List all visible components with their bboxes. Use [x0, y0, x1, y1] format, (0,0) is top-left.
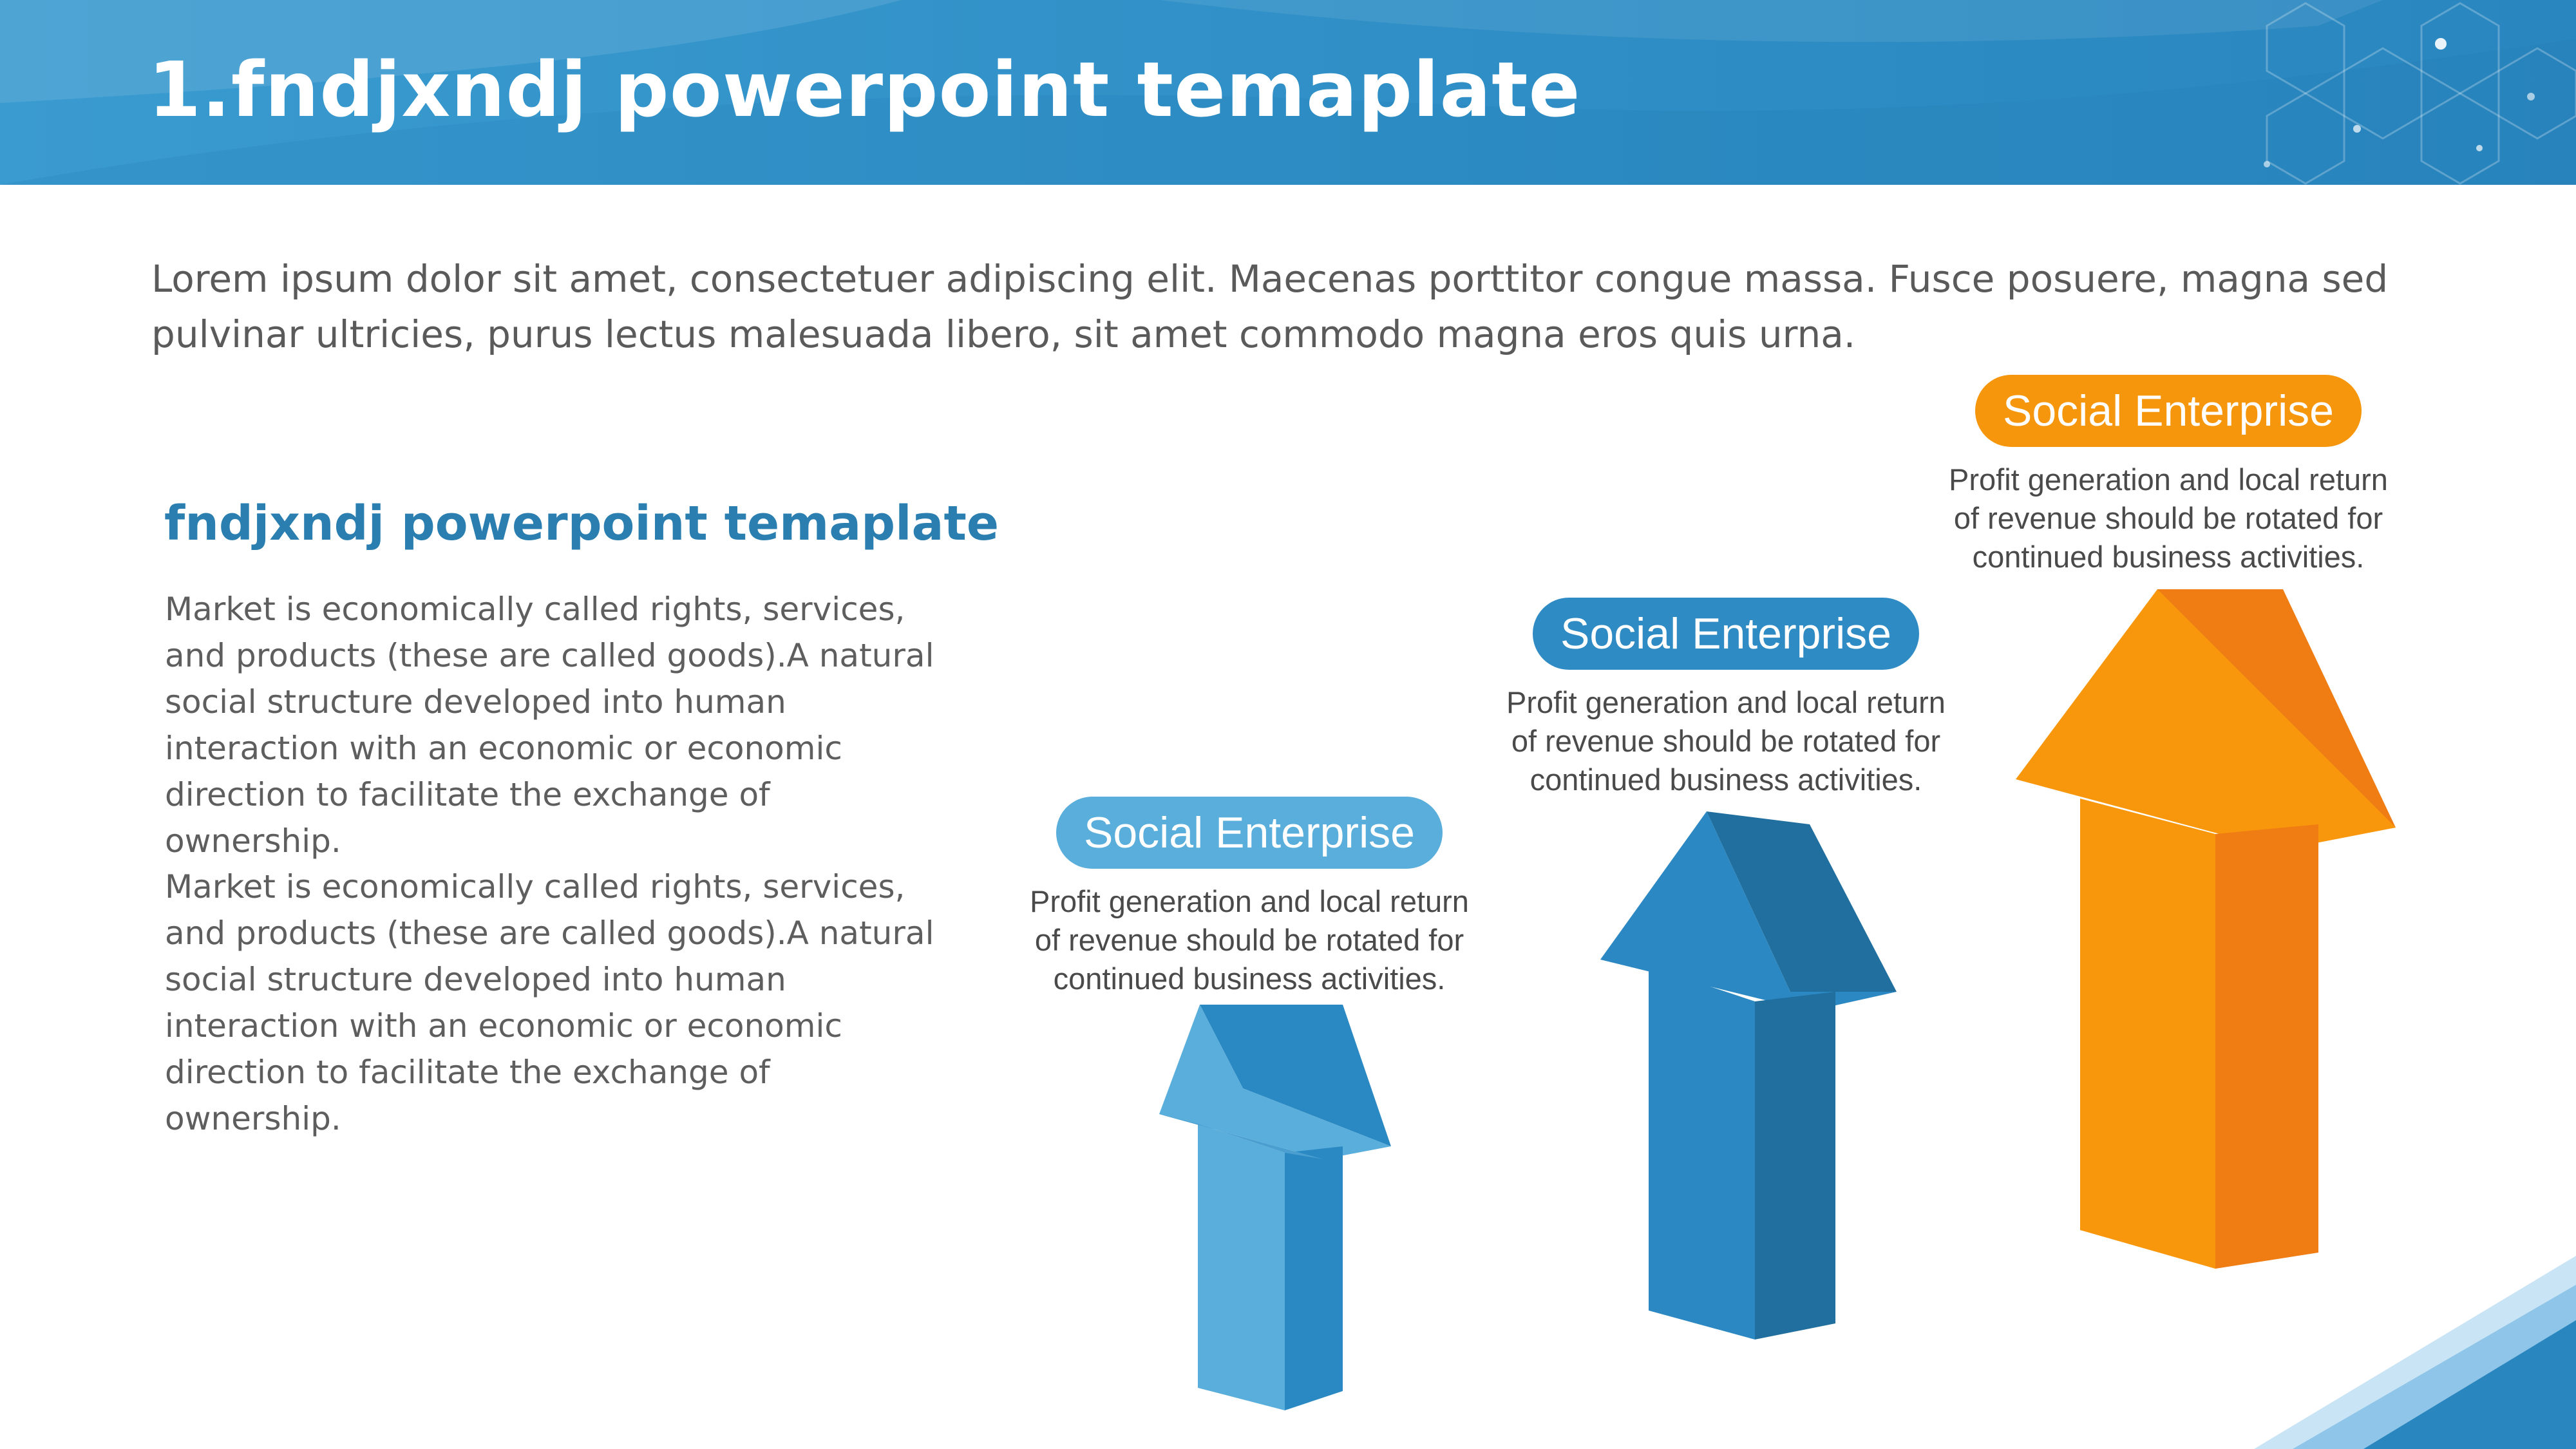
- corner-decoration: [2254, 1224, 2576, 1449]
- step-2-description: Profit generation and local return of revenue should be rotated for continued business activities.: [1506, 685, 1946, 797]
- section-paragraph-1: Market is economically called rights, services, and products (these are called goods).A natural social structure developed into human interaction with an economic or economic direction to facilitate the exchange of ownership.: [165, 591, 934, 860]
- slide-title: 1.fndjxndj powerpoint temaplate: [148, 45, 1581, 134]
- step-1-description: Profit generation and local return of revenue should be rotated for continued business activities.: [1030, 884, 1469, 996]
- step-2-label: Social Enterprise: [1533, 598, 1919, 670]
- step-3-label: Social Enterprise: [1975, 375, 2362, 447]
- up-arrow-icon: [1159, 1005, 1391, 1410]
- up-arrow-icon: [2016, 589, 2396, 1269]
- step-3-description: Profit generation and local return of revenue should be rotated for continued business activities.: [1949, 462, 2388, 574]
- step-1-label: Social Enterprise: [1056, 797, 1443, 869]
- section-paragraph-2: Market is economically called rights, services, and products (these are called goods).A natural social structure developed into human interaction with an economic or economic direction to facilitate the exchange of ownership.: [165, 868, 934, 1137]
- section-heading: fndjxndj powerpoint temaplate: [164, 496, 999, 551]
- intro-paragraph: Lorem ipsum dolor sit amet, consectetuer adipiscing elit. Maecenas porttitor congue massa. Fusce posuere, magna sed pulvinar ultricies, purus lectus malesuada libero, sit amet commodo magna eros quis urna.: [151, 257, 2389, 356]
- up-arrow-icon: [1600, 811, 1897, 1340]
